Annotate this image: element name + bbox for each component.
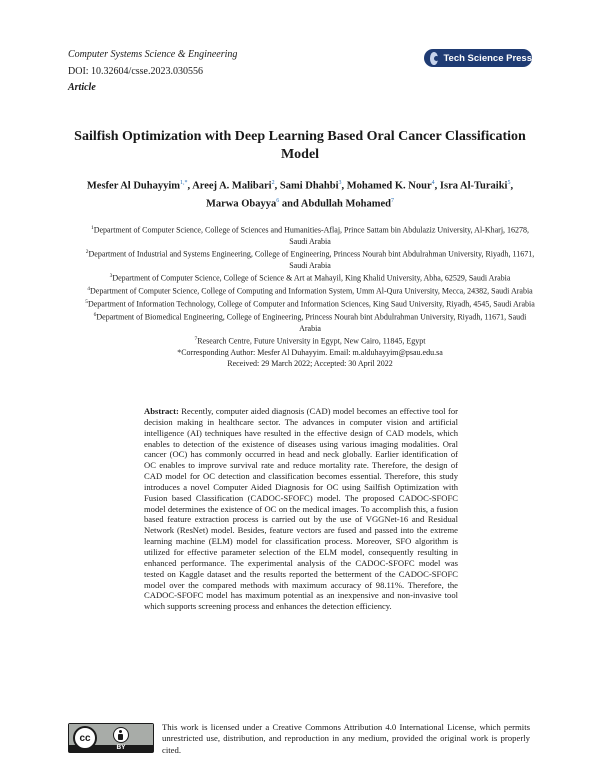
- affiliation: [85, 223, 535, 247]
- author-affil-mark: 6: [276, 197, 280, 204]
- author[interactable]: Areej A. Malibari: [192, 180, 272, 192]
- affiliation-mark: 1: [90, 225, 94, 231]
- author-separator: ,: [187, 180, 193, 192]
- author[interactable]: Abdullah Mohamed: [300, 198, 392, 209]
- author[interactable]: Marwa Obayya: [205, 198, 277, 209]
- publisher-logo-text: Tech Science Press: [443, 52, 532, 64]
- affiliation-text: Department of Computer Science, College of Science & Art at Mahayil, King Khalid University, Abha, 62529, Saudi Arabia: [112, 273, 511, 283]
- author[interactable]: Mesfer Al Duhayyim: [86, 180, 181, 192]
- affiliation-text: Department of Industrial and Systems Engineering, College of Engineering, Princess Nourah bint Abdulrahman University, Riyadh, 11671, Saudi Arabia: [88, 249, 535, 270]
- affiliation-mark: 5: [85, 298, 88, 305]
- affiliation-mark: 6: [93, 311, 97, 318]
- attribution-person-icon: [113, 727, 129, 743]
- affiliation: [85, 284, 535, 297]
- author-affil-mark: 1,*: [180, 180, 188, 186]
- affiliation-mark: 2: [85, 249, 89, 256]
- affiliation-text: Department of Computer Science, College of Sciences and Humanities-Aflaj, Prince Sattam bin Abdulaziz University, Al-Kharj, 16278, Saudi Arabia: [93, 225, 530, 246]
- author[interactable]: Isra Al-Turaiki: [439, 180, 508, 192]
- publisher-logo: [424, 49, 532, 67]
- author[interactable]: Mohamed K. Nour: [346, 180, 432, 192]
- journal-name: Computer Systems Science & Engineering: [68, 49, 238, 60]
- author-affil-mark: 4: [431, 180, 435, 186]
- cc-by-label: BY: [116, 744, 126, 751]
- author[interactable]: Sami Dhahbi: [279, 180, 339, 192]
- author-separator: ,: [510, 180, 514, 192]
- affiliation-mark: 3: [109, 273, 113, 280]
- affiliation-text: Research Centre, Future University in Egypt, New Cairo, 11845, Egypt: [197, 336, 426, 346]
- abstract: [144, 406, 458, 612]
- affiliation-mark: 4: [87, 285, 90, 292]
- author-affil-mark: 3: [338, 180, 342, 186]
- author-affil-mark: 2: [271, 180, 275, 186]
- affiliation: [85, 310, 535, 334]
- author-list: [60, 176, 540, 211]
- author-separator: and: [279, 198, 301, 209]
- corresponding-author: *Corresponding Author: Mesfer Al Duhayyim. Email: m.alduhayyim@psau.edu.sa: [177, 347, 443, 357]
- abstract-label: Abstract:: [144, 406, 179, 416]
- received-accepted-dates: Received: 29 March 2022; Accepted: 30 April 2022: [227, 358, 393, 368]
- affiliation-text: Department of Information Technology, College of Computer and Information Sciences, King Saud University, Riyadh, 4545, Saudi Arabia: [87, 299, 535, 309]
- cc-by-badge[interactable]: [68, 723, 154, 753]
- paper-title: Sailfish Optimization with Deep Learning Based Oral Cancer Classification Model: [74, 129, 526, 162]
- affiliation: [85, 334, 535, 347]
- affiliation: [85, 247, 535, 271]
- abstract-text: Recently, computer aided diagnosis (CAD) model becomes an effective tool for decision making in healthcare sector. The advances in computer vision and artificial intelligence (AI) techniques have resulted in the effective design of CAD models, which enables to detection of the existence of diseases using various imaging modalities. Oral cancer (OC) has commonly occurred in head and neck globally. Earlier identification of OC enables to improve survival rate and reduce mortality rate. Therefore, the design of CAD model for OC detection and classification becomes essential. Therefore, this study introduces a novel Computer Aided Diagnosis for OC using Sailfish Optimization with Fusion based Classification (CADOC-SFOFC) model. The proposed CADOC-SFOFC model determines the existence of OC on the medical images. To accomplish this, a fusion based feature extraction process is carried out by the use of VGGNet-16 and Residual Network (ResNet) model. Besides, feature vectors are fused and passed into the extreme learning machine (ELM) model for classification process. Moreover, SFO algorithm is utilized for effective parameter selection of the ELM model, consequently resulting in enhanced performance. The experimental analysis of the CADOC-SFOFC model was tested on Kaggle dataset and the results reported the betterment of the CADOC-SFOFC model over the compared methods with maximum accuracy of 98.11%. Therefore, the CADOC-SFOFC model has maximum potential as an inexpensive and non-invasive tool which supports screening process and enhances the detection efficiency.: [144, 406, 458, 612]
- article-type: Article: [68, 82, 96, 93]
- author-affil-mark: 5: [507, 180, 511, 186]
- affiliation-text: Department of Computer Science, College of Computing and Information System, Umm Al-Qura University, Mecca, 24382, Saudi Arabia: [90, 286, 533, 296]
- license-text: This work is licensed under a Creative Commons Attribution 4.0 International License, which permits unrestricted use, distribution, and reproduction in any medium, provided the original work is properly cited.: [162, 722, 530, 755]
- affiliation-mark: 7: [194, 335, 198, 342]
- affiliation-text: Department of Biomedical Engineering, College of Engineering, Princess Nourah bint Abdulrahman University, Riyadh, 11671, Saudi Arabia: [96, 312, 527, 333]
- author-separator: ,: [341, 180, 347, 192]
- affiliation: [85, 271, 535, 284]
- author-affil-mark: 7: [391, 197, 395, 204]
- affiliation-list: [85, 223, 535, 369]
- publisher-logo-icon: [430, 52, 438, 65]
- affiliation: [85, 297, 535, 310]
- author-separator: ,: [434, 180, 440, 192]
- cc-logo-icon: cc: [73, 726, 97, 750]
- doi-link[interactable]: DOI: 10.32604/csse.2023.030556: [68, 66, 203, 77]
- author-separator: ,: [274, 180, 280, 192]
